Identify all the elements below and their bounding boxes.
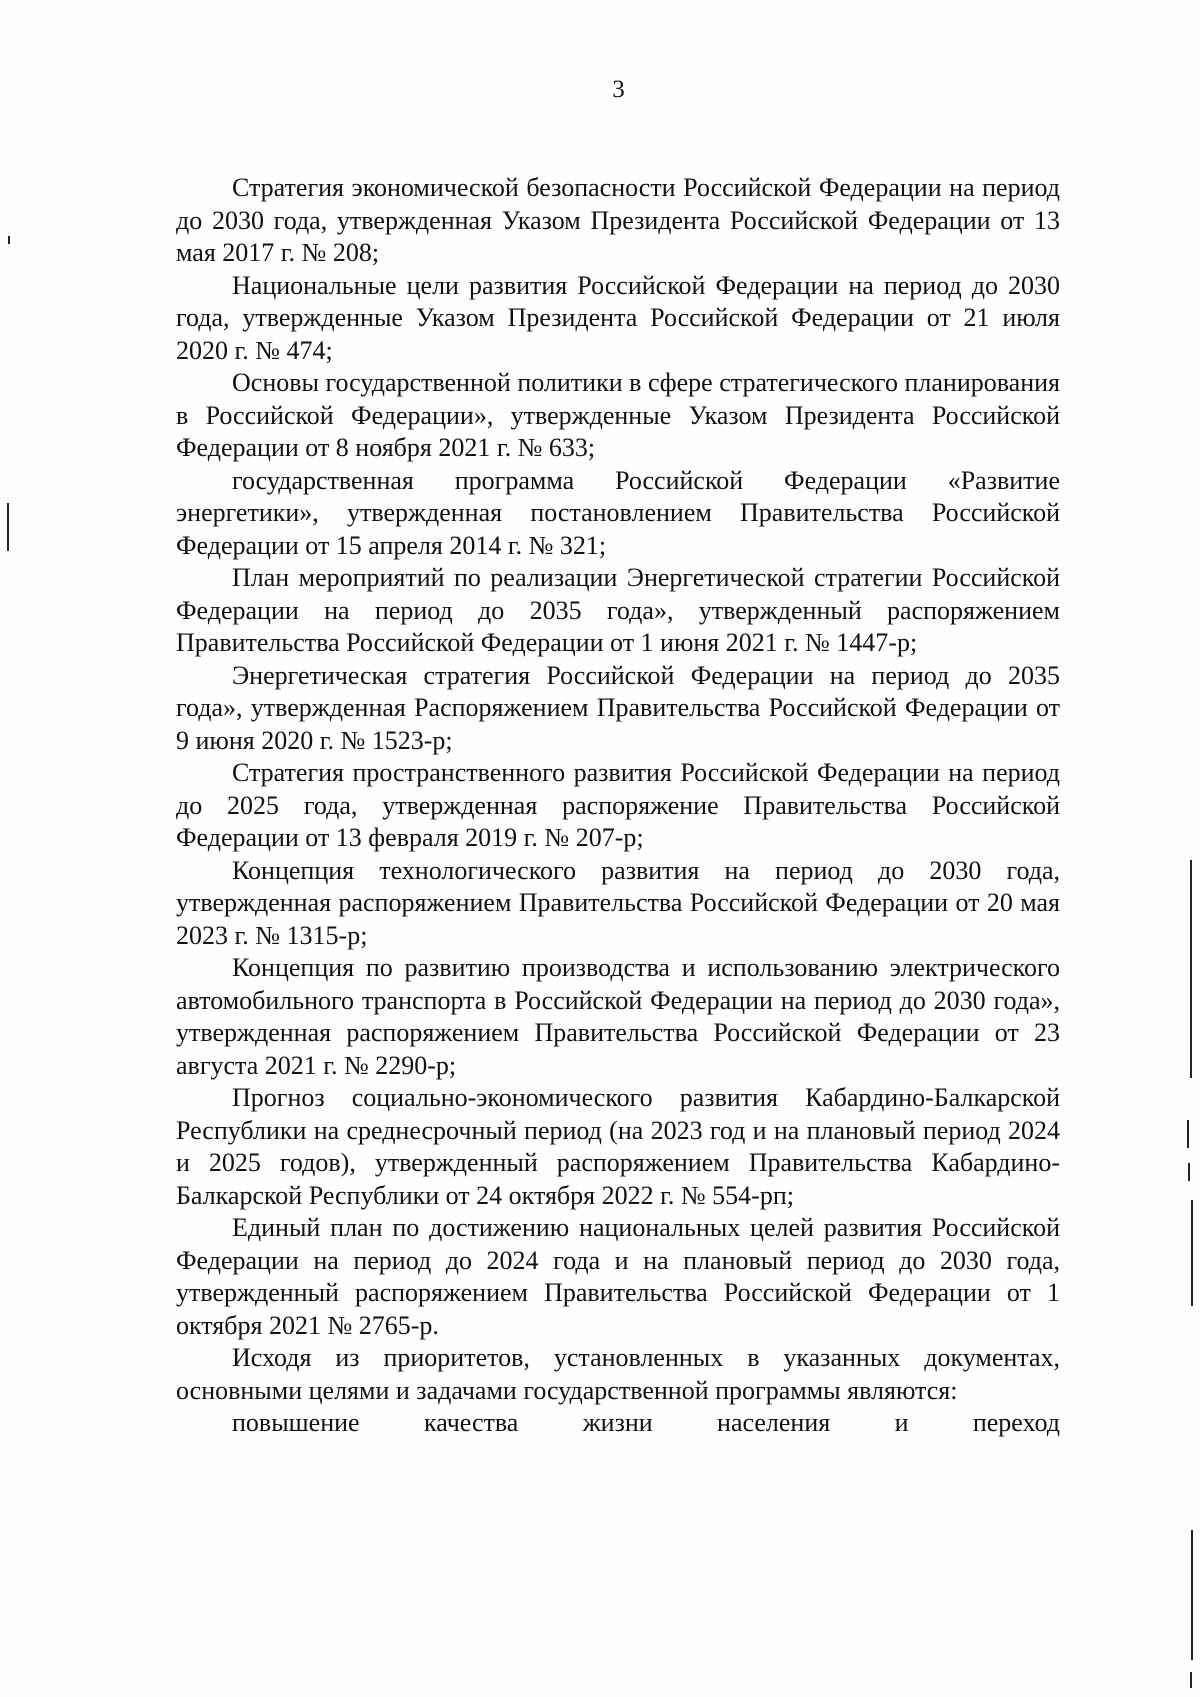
scan-mark-right-5 [1191, 1530, 1193, 1660]
scan-mark-right-2 [1187, 1120, 1189, 1148]
document-body [176, 172, 1060, 1440]
paragraph-program-goals-intro: Исходя из приоритетов, установленных в указанных документах, основными целями и задачами государственной программы являются: [176, 1343, 1060, 1405]
paragraph-unified-national-goals-plan: Единый план по достижению национальных целей развития Российской Федерации на период до 2024 года и на плановый период до 2030 года, утвержденный распоряжением Правительства Российской Федерации от 1 октября 2021 № 2765-р. [176, 1213, 1060, 1340]
paragraph-energy-strategy-2035: Энергетическая стратегия Российской Федерации на период до 2035 года», утвержденная Распоряжением Правительства Российской Федерации от 9 июня 2020 г. № 1523-р; [176, 660, 1060, 755]
scan-mark-right-3 [1188, 1163, 1190, 1181]
paragraph-energy-strategy-action-plan: План мероприятий по реализации Энергетической стратегии Российской Федерации на период до 2035 года», утвержденный распоряжением Правительства Российской Федерации от 1 июня 2021 г. № 1447-р; [176, 563, 1060, 657]
paragraph-quality-of-life: повышение качества жизни населения и переход [232, 1408, 1060, 1437]
scan-mark-left-top [8, 236, 10, 244]
paragraph-socioeconomic-forecast: Прогноз социально-экономического развития Кабардино-Балкарской Республики на среднесрочный период (на 2023 год и на плановый период 2024 и 2025 годов), утвержденный распоряжением Правительства Кабардино-Балкарской Республики от 24 октября 2022 г. № 554-рп; [176, 1083, 1060, 1210]
paragraph-electric-transport-concept: Концепция по развитию производства и использованию электрического автомобильного транспорта в Российской Федерации на период до 2030 года», утвержденная распоряжением Правительства Российской Федерации от 23 августа 2021 г. № 2290-р; [176, 953, 1060, 1080]
paragraph-spatial-development-strategy: Стратегия пространственного развития Российской Федерации на период до 2025 года, утвержденная распоряжение Правительства Российской Федерации от 13 февраля 2019 г. № 207-р; [176, 758, 1060, 852]
paragraph-strategic-planning-basics: Основы государственной политики в сфере стратегического планирования в Российской Федерации», утвержденные Указом Президента Российской Федерации от 8 ноября 2021 г. № 633; [176, 368, 1060, 462]
scan-mark-right-1 [1190, 860, 1192, 1078]
scan-mark-left-middle [7, 503, 9, 551]
paragraph-national-goals: Национальные цели развития Российской Федерации на период до 2030 года, утвержденные Указом Президента Российской Федерации от 21 июля 2020 г. № 474; [176, 270, 1060, 365]
page-number: 3 [612, 76, 625, 103]
paragraph-technological-development-concept: Концепция технологического развития на период до 2030 года, утвержденная распоряжением Правительства Российской Федерации от 20 мая 2023 г. № 1315-р; [176, 855, 1060, 950]
scan-mark-right-6 [1190, 1672, 1192, 1688]
paragraph-economic-security-strategy: Стратегия экономической безопасности Российской Федерации на период до 2030 года, утвержденная Указом Президента Российской Федерации от 13 мая 2017 г. № 208; [176, 173, 1060, 267]
scan-mark-right-4 [1191, 1200, 1193, 1306]
paragraph-energy-state-program: государственная программа Российской Федерации «Развитие энергетики», утвержденная постановлением Правительства Российской Федерации от 15 апреля 2014 г. № 321; [176, 465, 1060, 560]
